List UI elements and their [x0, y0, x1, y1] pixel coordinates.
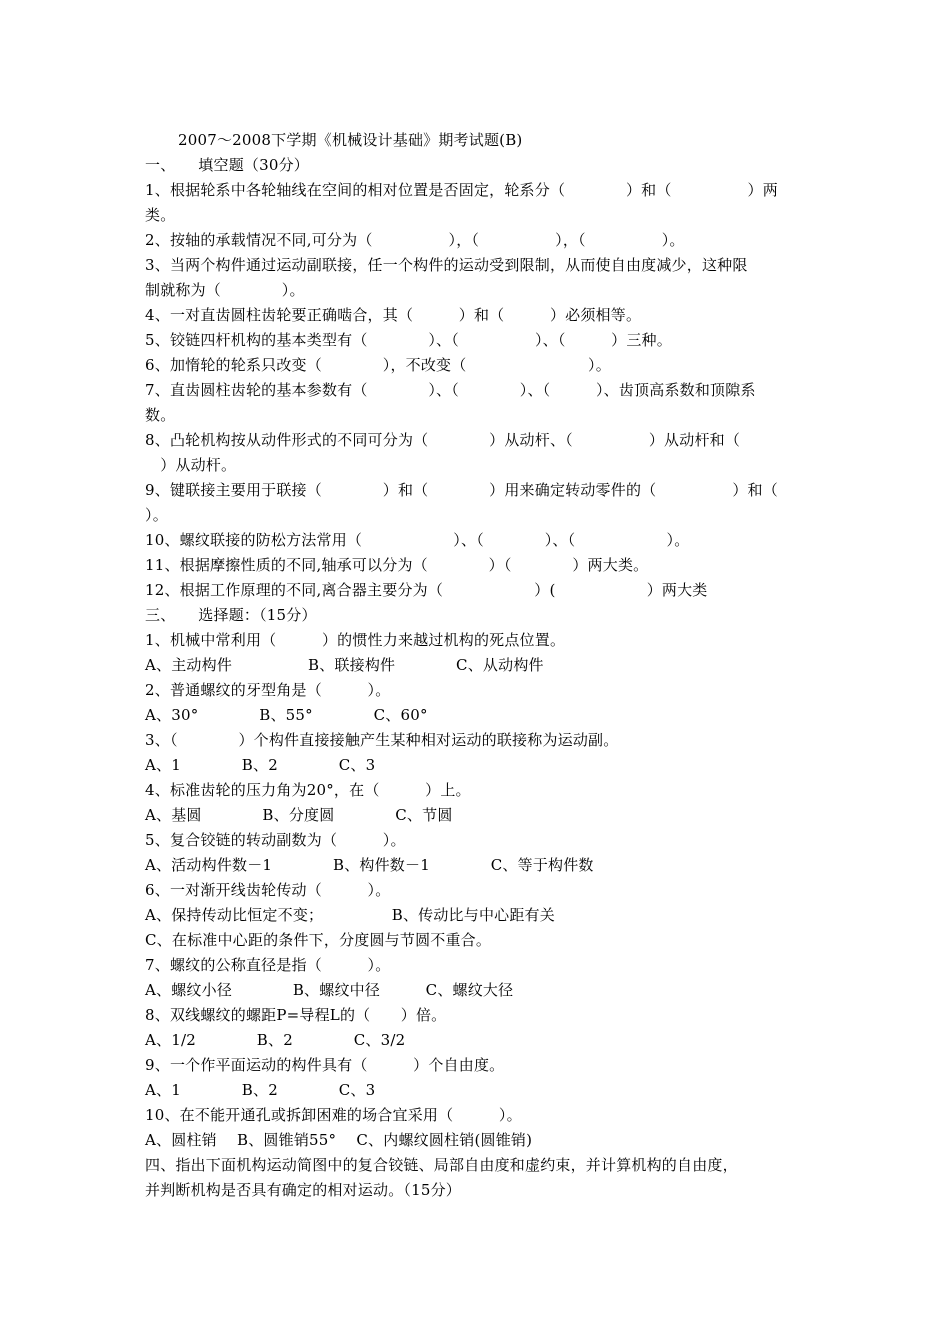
question-line: 7、直齿圆柱齿轮的基本参数有（ ）、（ ）、（ ）、齿顶高系数和顶隙系: [145, 381, 756, 399]
options-line: A、1/2 B、2 C、3/2: [145, 1031, 406, 1049]
question-line: 12、根据工作原理的不同,离合器主要分为（ ）( ）两大类: [145, 581, 708, 599]
question-line: 1、根据轮系中各轮轴线在空间的相对位置是否固定，轮系分（ ）和（ ）两: [145, 181, 778, 199]
question-line: 1、机械中常利用（ ）的惯性力来越过机构的死点位置。: [145, 631, 566, 649]
options-line: A、圆柱销 B、圆锥销55° C、内螺纹圆柱销(圆锥销): [145, 1131, 533, 1149]
question-line: ）。: [145, 506, 168, 524]
analysis-question-line: 四、指出下面机构运动简图中的复合铰链、局部自由度和虚约束，并计算机构的自由度，: [145, 1156, 738, 1174]
options-line: A、30° B、55° C、60°: [145, 706, 428, 724]
question-line: 2、按轴的承载情况不同,可分为（ ），（ ），（ ）。: [145, 231, 685, 249]
question-line: 6、一对渐开线齿轮传动（ ）。: [145, 881, 391, 899]
options-line: A、螺纹小径 B、螺纹中径 C、螺纹大径: [145, 981, 514, 999]
question-line: 8、凸轮机构按从动件形式的不同可分为（ ）从动杆、（ ）从动杆和（: [145, 431, 741, 449]
question-line: 7、螺纹的公称直径是指（ ）。: [145, 956, 391, 974]
question-line: 2、普通螺纹的牙型角是（ ）。: [145, 681, 391, 699]
question-line: 3、（ ）个构件直接接触产生某种相对运动的联接称为运动副。: [145, 731, 619, 749]
question-line: 5、铰链四杆机构的基本类型有（ ）、（ ）、（ ）三种。: [145, 331, 672, 349]
question-line: 4、一对直齿圆柱齿轮要正确啮合，其（ ）和（ ）必须相等。: [145, 306, 642, 324]
options-line: A、1 B、2 C、3: [145, 756, 376, 774]
options-line: A、基圆 B、分度圆 C、节圆: [145, 806, 453, 824]
question-line: 数。: [145, 406, 176, 424]
question-line: 9、键联接主要用于联接（ ）和（ ）用来确定转动零件的（ ）和（: [145, 481, 778, 499]
question-line: 11、根据摩擦性质的不同,轴承可以分为（ ）（ ）两大类。: [145, 556, 649, 574]
question-line: ）从动杆。: [145, 456, 237, 474]
choice-heading: 三、 选择题：（15分）: [145, 606, 317, 624]
question-line: 4、标准齿轮的压力角为20°，在（ ）上。: [145, 781, 471, 799]
analysis-question-line: 并判断机构是否具有确定的相对运动。（15分）: [145, 1181, 461, 1199]
question-line: 8、双线螺纹的螺距P=导程L的（ ）倍。: [145, 1006, 447, 1024]
exam-title: 2007～2008下学期《机械设计基础》期考试题(B): [178, 131, 523, 149]
question-line: 9、一个作平面运动的构件具有（ ）个自由度。: [145, 1056, 505, 1074]
question-line: 类。: [145, 206, 176, 224]
options-line: A、保持传动比恒定不变； B、传动比与中心距有关: [145, 906, 555, 924]
options-line: A、1 B、2 C、3: [145, 1081, 376, 1099]
question-line: 3、当两个构件通过运动副联接，任一个构件的运动受到限制，从而使自由度减少，这种限: [145, 256, 748, 274]
options-line: A、主动构件 B、联接构件 C、从动构件: [145, 656, 544, 674]
fill-in-heading: 一、 填空题（30分）: [145, 156, 309, 174]
question-line: 制就称为（ ）。: [145, 281, 305, 299]
question-line: 6、加惰轮的轮系只改变（ ），不改变（ ）。: [145, 356, 611, 374]
question-line: 5、复合铰链的转动副数为（ ）。: [145, 831, 406, 849]
question-line: 10、在不能开通孔或拆卸困难的场合宜采用（ ）。: [145, 1106, 522, 1124]
options-line: A、活动构件数－1 B、构件数－1 C、等于构件数: [145, 856, 594, 874]
question-line: 10、螺纹联接的防松方法常用（ ）、（ ）、（ ）。: [145, 531, 690, 549]
options-line: C、在标准中心距的条件下，分度圆与节圆不重合。: [145, 931, 492, 949]
